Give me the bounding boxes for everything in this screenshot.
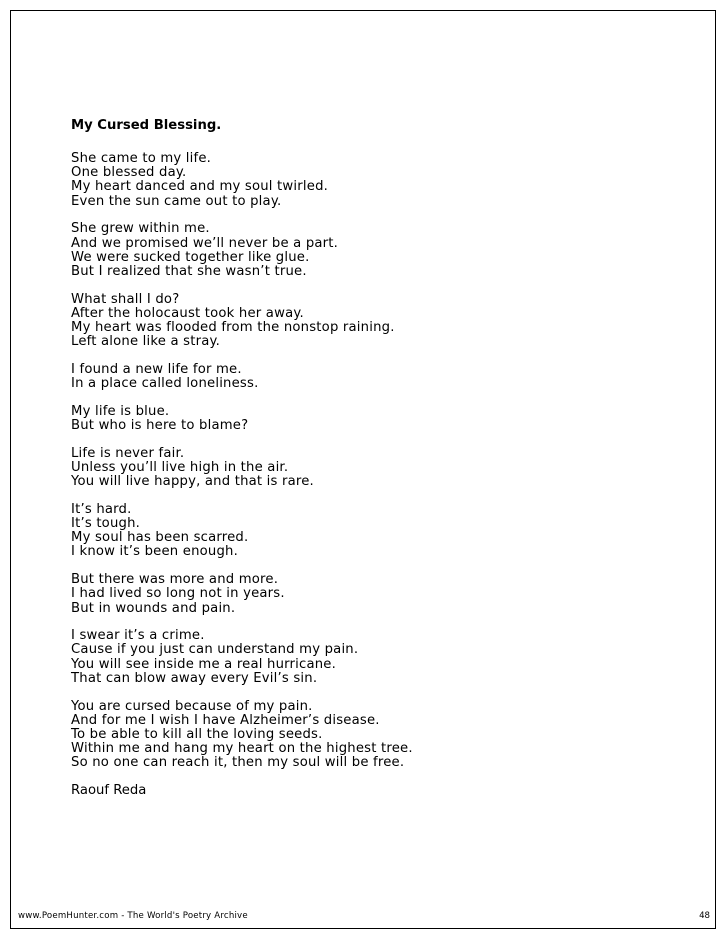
- poem-line: Cause if you just can understand my pain.: [71, 642, 359, 658]
- poem-line: So no one can reach it, then my soul will be free.: [71, 755, 405, 771]
- poem-line: What shall I do?: [71, 291, 180, 307]
- poem-line: But in wounds and pain.: [71, 600, 236, 616]
- poem-line: My soul has been scarred.: [71, 530, 249, 546]
- poem-line: Unless you’ll live high in the air.: [71, 459, 289, 475]
- poem-line: But I realized that she wasn’t true.: [71, 263, 307, 279]
- stanza: [71, 503, 671, 560]
- poem-line: My heart was flooded from the nonstop raining.: [71, 320, 395, 336]
- poem-line: And we promised we’ll never be a part.: [71, 235, 339, 251]
- poem-line: Even the sun came out to play.: [71, 193, 282, 209]
- poem-line: My life is blue.: [71, 403, 170, 419]
- poem-line: I know it’s been enough.: [71, 544, 238, 560]
- page-number: 48: [699, 911, 710, 921]
- stanza: [71, 405, 671, 433]
- poem-line: It’s hard.: [71, 501, 132, 517]
- poem-line: And for me I wish I have Alzheimer’s disease.: [71, 712, 380, 728]
- poem-line: I swear it’s a crime.: [71, 628, 205, 644]
- poem-title: My Cursed Blessing.: [71, 118, 222, 133]
- poem-line: One blessed day.: [71, 165, 187, 181]
- poem-line: I found a new life for me.: [71, 361, 242, 377]
- poem-line: Left alone like a stray.: [71, 334, 221, 350]
- poem-line: To be able to kill all the loving seeds.: [71, 727, 323, 742]
- poem-line: I had lived so long not in years.: [71, 586, 285, 602]
- poem-author: Raouf Reda: [71, 783, 147, 799]
- poem-line: We were sucked together like glue.: [71, 249, 310, 265]
- stanza: [71, 447, 671, 490]
- poem-line: That can blow away every Evil’s sin.: [71, 670, 318, 686]
- poem-line: She grew within me.: [71, 221, 210, 237]
- poem-line: It’s tough.: [71, 516, 141, 532]
- stanza: [71, 700, 671, 771]
- poem-line: Life is never fair.: [71, 445, 185, 461]
- poem-line: But who is here to blame?: [71, 418, 249, 434]
- poem-line: In a place called loneliness.: [71, 376, 259, 392]
- poem-line: But there was more and more.: [71, 572, 279, 588]
- stanza: [71, 363, 671, 391]
- poem-line: My heart danced and my soul twirled.: [71, 179, 329, 195]
- stanza: [71, 573, 671, 616]
- stanza: [71, 293, 671, 350]
- stanza: [71, 152, 671, 209]
- stanza: [71, 629, 671, 686]
- poem-line: You will see inside me a real hurricane.: [71, 656, 337, 672]
- footer-source: www.PoemHunter.com - The World's Poetry Archive: [18, 911, 248, 921]
- poem-line: You will live happy, and that is rare.: [71, 474, 314, 490]
- poem-line: After the holocaust took her away.: [71, 305, 304, 321]
- poem-content: [71, 118, 671, 798]
- stanza: [71, 222, 671, 279]
- poem-line: She came to my life.: [71, 151, 212, 166]
- poem-line: Within me and hang my heart on the highest tree.: [71, 741, 413, 757]
- poem-line: You are cursed because of my pain.: [71, 698, 313, 714]
